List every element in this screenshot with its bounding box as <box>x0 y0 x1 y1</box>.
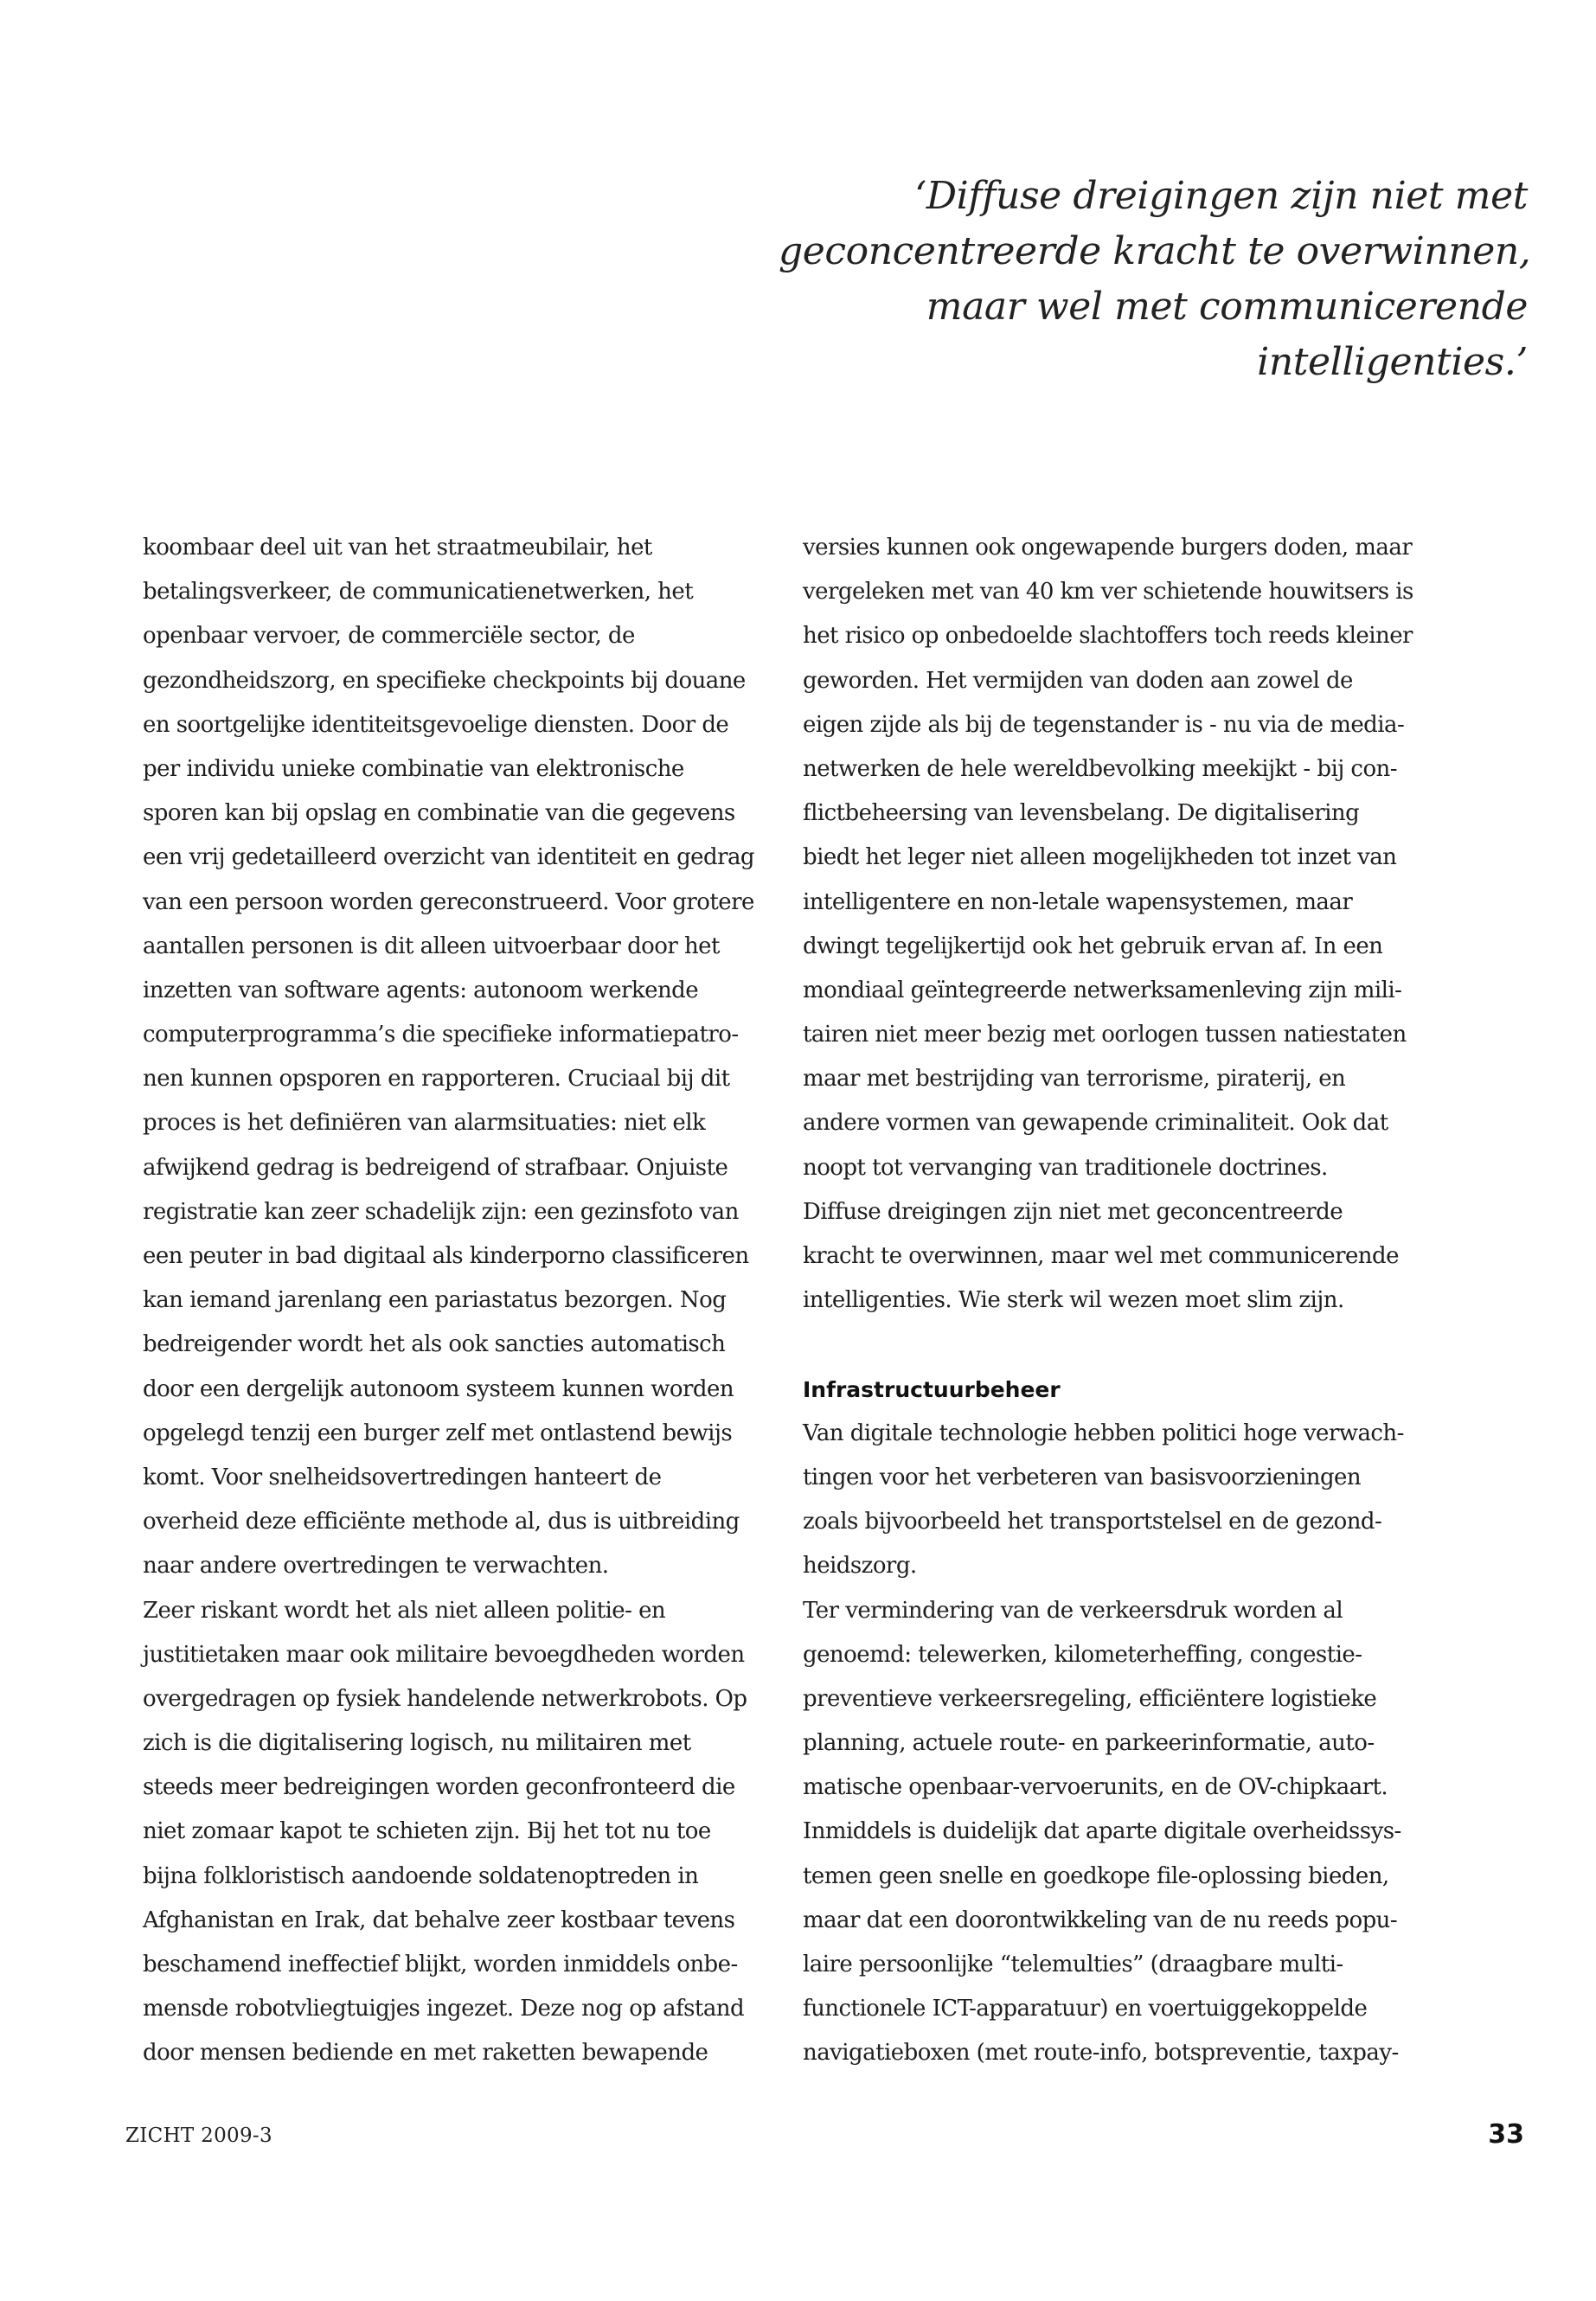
text-line: Diffuse dreigingen zijn niet met geconcentreerde <box>803 1198 1343 1225</box>
text-line: Inmiddels is duidelijk dat aparte digitale overheidssys- <box>803 1818 1401 1845</box>
text-line: nen kunnen opsporen en rapporteren. Cruciaal bij dit <box>143 1066 730 1093</box>
text-line: Ter vermindering van de verkeersdruk worden al <box>803 1597 1343 1624</box>
text-line: sporen kan bij opslag en combinatie van die gegevens <box>143 800 735 827</box>
text-line: betalingsverkeer, de communicatienetwerken, het <box>143 579 694 606</box>
text-line: versies kunnen ook ongewapende burgers doden, maar <box>803 535 1413 561</box>
text-line: planning, actuele route- en parkeerinformatie, auto- <box>803 1730 1375 1757</box>
text-line: netwerken de hele wereldbevolking meekijkt - bij con- <box>803 755 1397 782</box>
text-line: maar dat een doorontwikkeling van de nu reeds popu- <box>803 1907 1398 1933</box>
text-line: Zeer riskant wordt het als niet alleen politie- en <box>143 1597 666 1624</box>
text-line: komt. Voor snelheidsovertredingen hanteert de <box>143 1464 662 1490</box>
text-line: computerprogramma’s die specifieke informatiepatro- <box>143 1022 739 1048</box>
text-line: mondiaal geïntegreerde netwerksamenleving zijn mili- <box>803 977 1402 1003</box>
text-line: kan iemand jarenlang een pariastatus bezorgen. Nog <box>143 1287 727 1314</box>
text-line: van een persoon worden gereconstrueerd. Voor grotere <box>143 888 754 915</box>
text-line: een vrij gedetailleerd overzicht van identiteit en gedrag <box>143 844 755 871</box>
text-line: eigen zijde als bij de tegenstander is - nu via de media- <box>803 711 1405 738</box>
text-line: heidszorg. <box>803 1553 917 1580</box>
pull-quote <box>779 169 1531 390</box>
text-line: gezondheidszorg, en specifieke checkpoints bij douane <box>143 667 746 694</box>
text-line: aantallen personen is dit alleen uitvoerbaar door het <box>143 933 720 959</box>
text-line: andere vormen van gewapende criminaliteit. Ook dat <box>803 1110 1388 1137</box>
text-line: het risico op onbedoelde slachtoffers toch reeds kleiner <box>803 623 1413 650</box>
text-line: intelligentere en non-letale wapensystemen, maar <box>803 888 1353 915</box>
pull-quote-line: maar wel met communicerende <box>926 285 1528 329</box>
text-line: afwijkend gedrag is bedreigend of strafbaar. Onjuiste <box>143 1154 728 1181</box>
text-line: matische openbaar-vervoerunits, en de OV-chipkaart. <box>803 1774 1388 1801</box>
left-column <box>143 526 766 2076</box>
section-heading: Infrastructuurbeheer <box>803 1376 1061 1402</box>
text-line: door mensen bediende en met raketten bewapende <box>143 2040 708 2067</box>
text-line: zoals bijvoorbeeld het transportstelsel en de gezond- <box>803 1509 1382 1535</box>
pull-quote-line: ‘Diffuse dreigingen zijn niet met <box>914 174 1528 218</box>
text-line: bijna folkloristisch aandoende soldatenoptreden in <box>143 1862 699 1889</box>
text-line: Van digitale technologie hebben politici hoge verwach- <box>803 1420 1404 1446</box>
text-line: laire persoonlijke “telemulties” (draagbare multi- <box>803 1952 1343 1977</box>
text-line: opgelegd tenzij een burger zelf met ontlastend bewijs <box>143 1420 733 1446</box>
text-line: proces is het definiëren van alarmsituaties: niet elk <box>143 1110 706 1137</box>
text-line: en soortgelijke identiteitsgevoelige diensten. Door de <box>143 711 729 738</box>
text-line: vergeleken met van 40 km ver schietende houwitsers is <box>803 579 1413 606</box>
text-line: zich is die digitalisering logisch, nu militairen met <box>143 1730 691 1757</box>
text-line: maar met bestrijding van terrorisme, piraterij, en <box>803 1066 1346 1093</box>
text-line: dwingt tegelijkertijd ook het gebruik ervan af. In een <box>803 933 1383 959</box>
publication-label: ZICHT 2009-3 <box>125 2125 272 2147</box>
pull-quote-line: intelligenties.’ <box>1257 340 1528 384</box>
text-line: mensde robotvliegtuigjes ingezet. Deze nog op afstand <box>143 1996 745 2022</box>
text-line: intelligenties. Wie sterk wil wezen moet slim zijn. <box>803 1287 1344 1314</box>
text-line: kracht te overwinnen, maar wel met communicerende <box>803 1243 1399 1269</box>
text-line: niet zomaar kapot te schieten zijn. Bij het tot nu toe <box>143 1818 711 1845</box>
text-line: registratie kan zeer schadelijk zijn: een gezinsfoto van <box>143 1198 739 1225</box>
page-number: 33 <box>1488 2119 1524 2150</box>
text-line: inzetten van software agents: autonoom werkende <box>143 977 699 1003</box>
text-line: functionele ICT-apparatuur) en voertuiggekoppelde <box>803 1996 1368 2022</box>
right-column <box>803 526 1426 2076</box>
text-line: biedt het leger niet alleen mogelijkheden tot inzet van <box>803 844 1397 871</box>
text-line: temen geen snelle en goedkope file-oplossing bieden, <box>803 1862 1389 1889</box>
text-line: overgedragen op fysiek handelende netwerkrobots. Op <box>143 1685 747 1712</box>
text-line: steeds meer bedreigingen worden geconfronteerd die <box>143 1774 735 1801</box>
text-line: een peuter in bad digitaal als kinderporno classificeren <box>143 1243 749 1269</box>
text-line: justitietaken maar ook militaire bevoegdheden worden <box>143 1641 745 1668</box>
text-line: flictbeheersing van levensbelang. De digitalisering <box>803 800 1360 827</box>
text-line: genoemd: telewerken, kilometerheffing, congestie- <box>803 1641 1362 1668</box>
text-line: tairen niet meer bezig met oorlogen tussen natiestaten <box>803 1022 1407 1048</box>
text-line: openbaar vervoer, de commerciële sector, de <box>143 623 635 650</box>
text-line: naar andere overtredingen te verwachten. <box>143 1553 609 1580</box>
text-line: bedreigender wordt het als ook sancties automatisch <box>143 1331 726 1358</box>
text-line: koombaar deel uit van het straatmeubilair, het <box>143 535 652 561</box>
text-line: beschamend ineffectief blijkt, worden inmiddels onbe- <box>143 1952 738 1977</box>
text-line: Afghanistan en Irak, dat behalve zeer kostbaar tevens <box>143 1907 735 1933</box>
text-line: geworden. Het vermijden van doden aan zowel de <box>803 667 1353 694</box>
text-line: door een dergelijk autonoom systeem kunnen worden <box>143 1375 734 1402</box>
text-line: navigatieboxen (met route-info, botspreventie, taxpay- <box>803 2040 1399 2067</box>
paragraph-gap <box>803 1323 1426 1367</box>
text-line: preventieve verkeersregeling, efficiëntere logistieke <box>803 1685 1377 1712</box>
pull-quote-line: geconcentreerde kracht te overwinnen, <box>779 229 1531 273</box>
text-line: per individu unieke combinatie van elektronische <box>143 755 684 782</box>
text-line: tingen voor het verbeteren van basisvoorzieningen <box>803 1464 1362 1490</box>
text-line: noopt tot vervanging van traditionele doctrines. <box>803 1154 1328 1181</box>
text-line: overheid deze efficiënte methode al, dus is uitbreiding <box>143 1509 740 1535</box>
